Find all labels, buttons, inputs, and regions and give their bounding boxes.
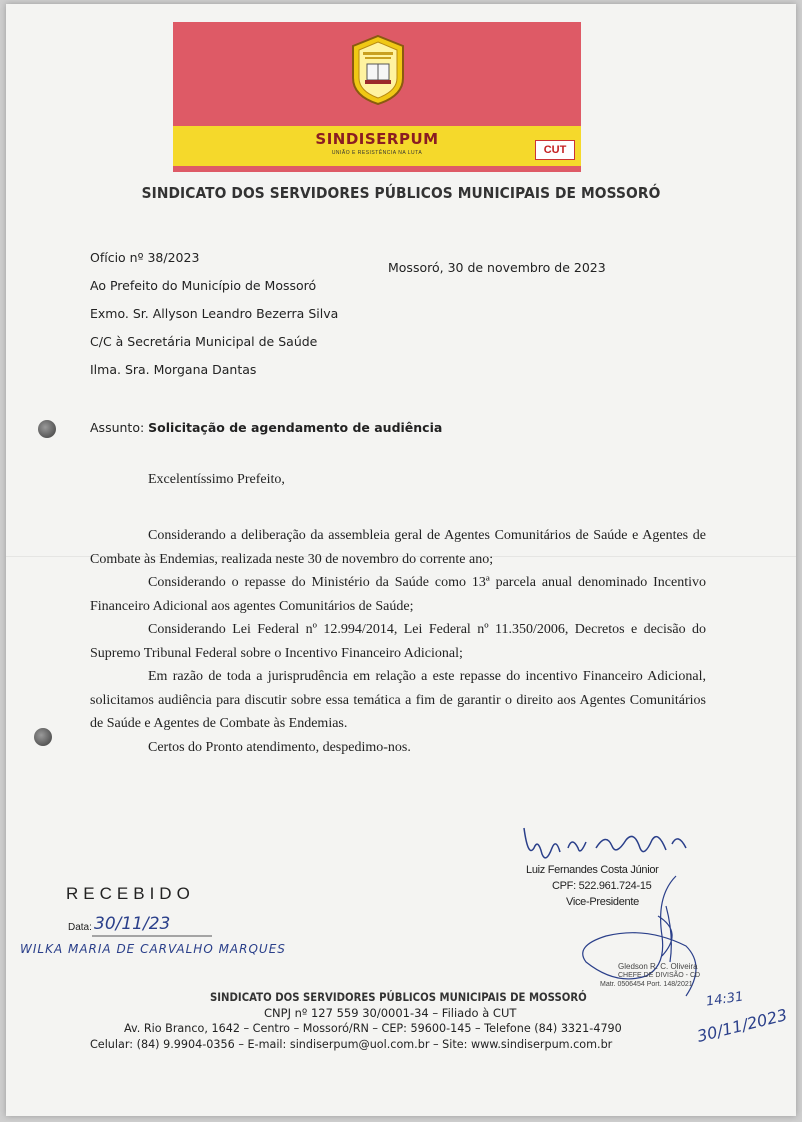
punch-hole-top <box>38 420 56 438</box>
recipient-line: Ao Prefeito do Município de Mossoró <box>90 278 317 293</box>
footer-contact: Celular: (84) 9.9904-0356 – E-mail: sindiserpum@uol.com.br – Site: www.sindiserpum.com.br <box>90 1038 613 1051</box>
body-paragraph: Em razão de toda a jurisprudência em relação a este repasse do incentivo Financeiro Adicional, solicitamos audiência para discutir sobre essa temática a fim de garantir o direito aos Agentes Comunitários de Saúde e Agentes de Combate às Endemias. <box>90 669 706 731</box>
place-date: Mossoró, 30 de novembro de 2023 <box>388 260 606 275</box>
body-paragraph: Considerando a deliberação da assembleia geral de Agentes Comunitários de Saúde e Agentes de Combate às Endemias, realizada neste 30 de novembro do corrente ano; <box>90 528 706 567</box>
subject-text: Solicitação de agendamento de audiência <box>148 420 443 435</box>
receiver-name: WILKA MARIA DE CARVALHO MARQUES <box>20 942 286 956</box>
body-paragraph: Certos do Pronto atendimento, despedimo-nos. <box>148 739 411 755</box>
body-paragraph: Considerando Lei Federal nº 12.994/2014, Lei Federal nº 11.350/2006, Decretos e decisão do Supremo Tribunal Federal sobre o Incentivo Financeiro Adicional; <box>90 622 706 661</box>
letter-body <box>90 524 706 759</box>
subject-label: Assunto: <box>90 420 145 435</box>
receipt-date-handwritten: 30/11/2023 <box>695 1005 790 1046</box>
receipt-date-underline <box>92 934 212 938</box>
recipient-line: C/C à Secretária Municipal de Saúde <box>90 334 318 349</box>
signer-name: Luiz Fernandes Costa Júnior <box>526 864 659 876</box>
punch-hole-bottom <box>34 728 52 746</box>
handwritten-signature <box>516 818 696 870</box>
subject-line <box>90 420 442 435</box>
received-label: RECEBIDO <box>66 884 195 903</box>
brand-motto: UNIÃO E RESISTÊNCIA NA LUTA <box>331 150 423 156</box>
receipt-date: 30/11/23 <box>94 914 171 934</box>
office-number: Ofício nº 38/2023 <box>90 250 200 265</box>
signer-cpf: CPF: 522.961.724-15 <box>552 880 652 892</box>
cut-badge: CUT <box>535 140 575 160</box>
footer-org-name: SINDICATO DOS SERVIDORES PÚBLICOS MUNICIPAIS DE MOSSORÓ <box>210 990 587 1004</box>
salutation: Excelentíssimo Prefeito, <box>148 472 285 487</box>
letter-page <box>6 4 796 1116</box>
recipient-line: Ilma. Sra. Morgana Dantas <box>90 362 257 377</box>
receiver-signature-scribble <box>566 866 716 1016</box>
stamp-name: Gledson R. C. Oliveira <box>618 962 698 971</box>
footer-address: Av. Rio Branco, 1642 – Centro – Mossoró/RN – CEP: 59600-145 – Telefone (84) 3321-4790 <box>124 1022 622 1035</box>
stamp-role: CHEFE DE DIVISÃO - CD <box>618 972 701 979</box>
union-emblem-icon <box>349 34 407 106</box>
brand-name: SINDISERPUM <box>315 130 439 148</box>
logo-banner <box>173 22 581 172</box>
recipient-line: Exmo. Sr. Allyson Leandro Bezerra Silva <box>90 306 339 321</box>
signer-role: Vice-Presidente <box>566 896 639 908</box>
footer-cnpj: CNPJ nº 127 559 30/0001-34 – Filiado à CUT <box>264 1006 517 1020</box>
body-paragraph: Considerando o repasse do Ministério da Saúde como 13ª parcela anual denominado Incentivo Financeiro Adicional aos agentes Comunitários de Saúde; <box>90 575 706 614</box>
org-title: SINDICATO DOS SERVIDORES PÚBLICOS MUNICIPAIS DE MOSSORÓ <box>141 184 661 202</box>
receipt-time: 14:31 <box>705 989 745 1010</box>
receipt-date-label: Data: <box>68 922 92 933</box>
stamp-registration: Matr. 0506454 Port. 148/2021 <box>600 981 693 988</box>
